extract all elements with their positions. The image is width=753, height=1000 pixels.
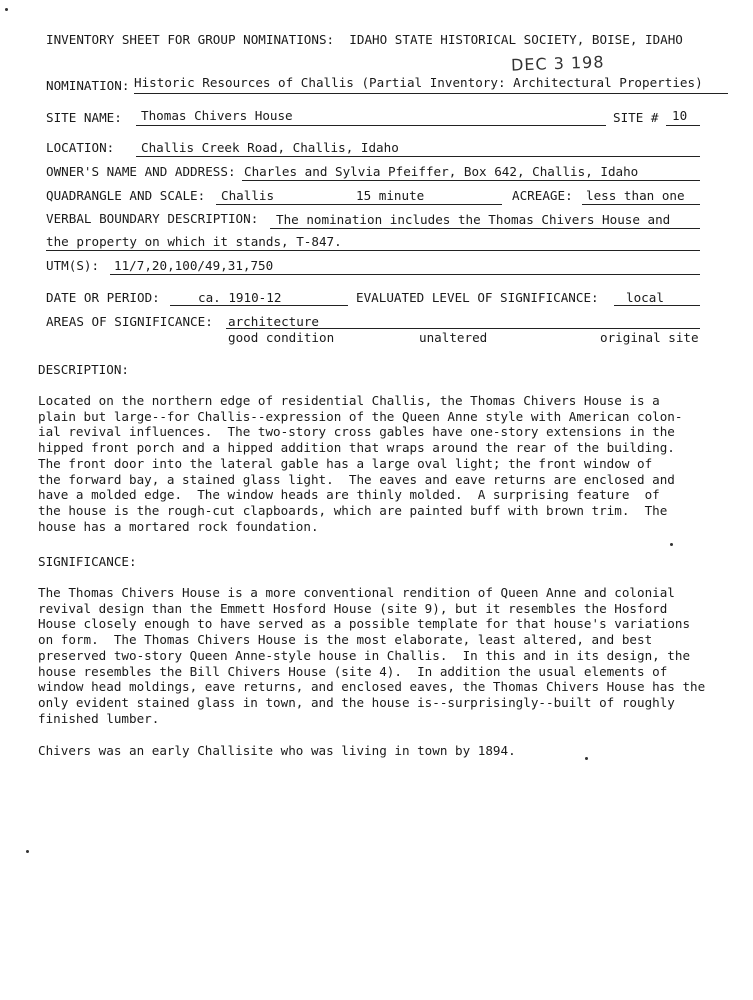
description-line: house has a mortared rock foundation. xyxy=(38,518,319,534)
level-underline xyxy=(614,305,700,306)
significance-line: finished lumber. xyxy=(38,710,160,726)
verbal-underline-1 xyxy=(270,228,700,229)
date-label: DATE OR PERIOD: xyxy=(46,290,160,305)
acreage-value: less than one xyxy=(586,188,685,203)
verbal-boundary-label: VERBAL BOUNDARY DESCRIPTION: xyxy=(46,211,259,226)
location-underline xyxy=(136,156,700,157)
location-label: LOCATION: xyxy=(46,140,115,155)
sheet-title: INVENTORY SHEET FOR GROUP NOMINATIONS: IDAHO STATE HISTORICAL SOCIETY, BOISE, IDAHO xyxy=(46,32,683,47)
scan-speck xyxy=(5,8,8,11)
significance-line: preserved two-story Queen Anne-style house in Challis. In this and in its design, the xyxy=(38,647,691,663)
condition-3: original site xyxy=(600,330,699,345)
scale-value: 15 minute xyxy=(356,188,425,203)
owner-underline xyxy=(242,180,700,181)
utm-underline xyxy=(110,274,700,275)
nomination-underline xyxy=(134,93,728,94)
condition-2: unaltered xyxy=(419,330,488,345)
date-underline xyxy=(170,305,348,306)
site-number-underline xyxy=(666,125,700,126)
date-stamp: DEC 3 198 xyxy=(510,52,605,75)
description-line: plain but large--for Challis--expression of the Queen Anne style with American colon- xyxy=(38,408,683,424)
significance-level-label: EVALUATED LEVEL OF SIGNIFICANCE: xyxy=(356,290,599,305)
closing-sentence: Chivers was an early Challisite who was living in town by 1894. xyxy=(38,743,516,758)
areas-label: AREAS OF SIGNIFICANCE: xyxy=(46,314,213,329)
areas-underline xyxy=(226,328,700,329)
acreage-label: ACREAGE: xyxy=(512,188,573,203)
significance-line: on form. The Thomas Chivers House is the most elaborate, least altered, and best xyxy=(38,632,653,648)
verbal-boundary-line1: The nomination includes the Thomas Chivers House and xyxy=(276,212,671,227)
verbal-underline-2 xyxy=(46,250,700,251)
description-line: the house is the rough-cut clapboards, which are painted buff with brown trim. The xyxy=(38,502,668,518)
owner-value: Charles and Sylvia Pfeiffer, Box 642, Challis, Idaho xyxy=(244,164,639,179)
nomination-value: Historic Resources of Challis (Partial Inventory: Architectural Properties) xyxy=(134,75,703,90)
significance-level-value: local xyxy=(626,290,664,305)
description-line: the forward bay, a stained glass light. The eaves and eave returns are enclosed and xyxy=(38,471,675,487)
quadrangle-label: QUADRANGLE AND SCALE: xyxy=(46,188,206,203)
site-name-label: SITE NAME: xyxy=(46,110,122,125)
significance-line: House closely enough to have served as a possible template for that house's variations xyxy=(38,616,691,632)
significance-text xyxy=(38,585,738,726)
utm-label: UTM(S): xyxy=(46,258,100,273)
site-name-value: Thomas Chivers House xyxy=(141,108,293,123)
description-line: have a molded edge. The window heads are thinly molded. A surprising feature of xyxy=(38,487,660,503)
significance-line: The Thomas Chivers House is a more conventional rendition of Queen Anne and colonial xyxy=(38,585,675,600)
site-name-underline xyxy=(136,125,606,126)
location-value: Challis Creek Road, Challis, Idaho xyxy=(141,140,399,155)
quadrangle-value: Challis xyxy=(221,188,275,203)
verbal-boundary-line2: the property on which it stands, T-847. xyxy=(46,234,342,249)
description-line: Located on the northern edge of residential Challis, the Thomas Chivers House is a xyxy=(38,393,660,408)
description-text xyxy=(38,393,738,534)
quadrangle-underline xyxy=(216,204,502,205)
site-number-value: 10 xyxy=(672,108,688,123)
condition-1: good condition xyxy=(228,330,335,345)
significance-line: window head moldings, eave returns, and enclosed eaves, the Thomas Chivers House has the xyxy=(38,679,706,695)
utm-value: 11/7,20,100/49,31,750 xyxy=(114,258,274,273)
areas-value: architecture xyxy=(228,314,319,329)
description-line: hipped front porch and a hipped addition that wraps around the rear of the building. xyxy=(38,440,675,456)
description-heading: DESCRIPTION: xyxy=(38,362,129,377)
significance-heading: SIGNIFICANCE: xyxy=(38,554,137,569)
owner-label: OWNER'S NAME AND ADDRESS: xyxy=(46,164,236,179)
date-value: ca. 1910-12 xyxy=(198,290,282,305)
acreage-underline xyxy=(582,204,700,205)
significance-line: only evident stained glass in town, and the house is--surprisingly--built of roughly xyxy=(38,694,675,710)
significance-line: house resembles the Bill Chivers House (site 4). In addition the usual elements of xyxy=(38,663,668,679)
scan-speck xyxy=(26,850,29,853)
nomination-label: NOMINATION: xyxy=(46,78,130,93)
description-line: The front door into the lateral gable has a large oval light; the front window of xyxy=(38,455,653,471)
scan-speck xyxy=(585,757,588,760)
scan-speck xyxy=(670,543,673,546)
site-number-label: SITE # xyxy=(613,110,659,125)
description-line: ial revival influences. The two-story cross gables have one-story extensions in the xyxy=(38,424,675,440)
significance-line: revival design than the Emmett Hosford House (site 9), but it resembles the Hosford xyxy=(38,600,668,616)
